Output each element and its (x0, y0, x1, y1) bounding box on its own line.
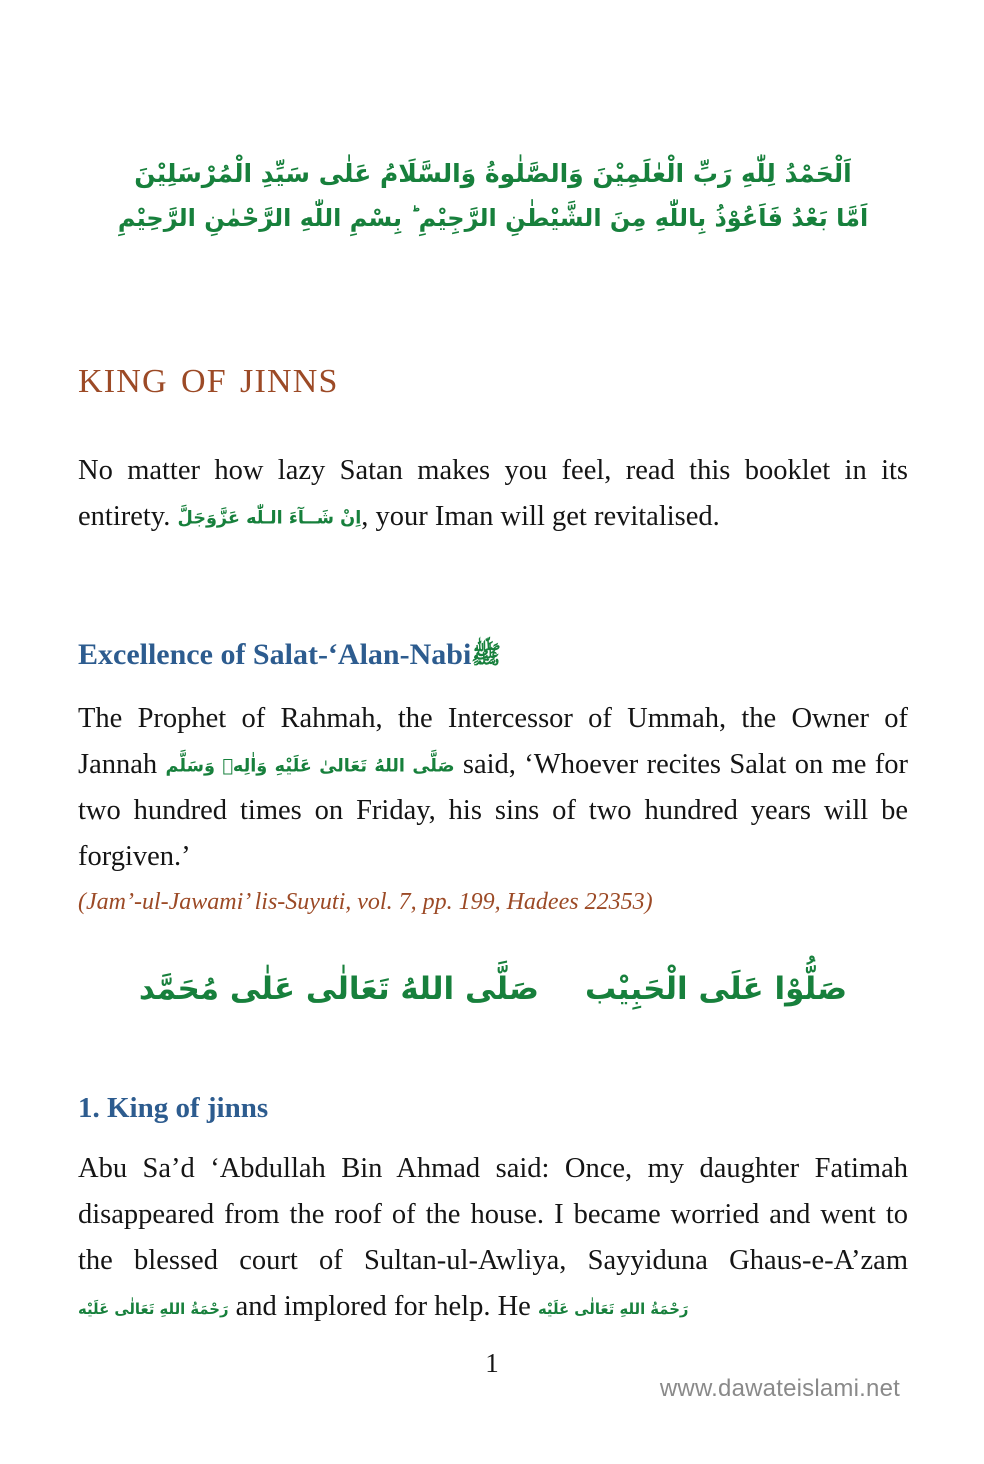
hadith-text-part-2: said, ‘Whoever recites Salat on me for two hundred times on Friday, his sins of two hundred years will be forgiven.’ (78, 749, 909, 873)
rahmatullah-alayh-arabic-1: رَحْمَةُ اللهِ تَعَالٰى عَلَيْه (78, 1301, 229, 1319)
section-heading-salat-label: Excellence of Salat-‘Alan-Nabi (78, 638, 472, 671)
intro-text-before: No matter how lazy Satan makes you feel, read this booklet in its entirety. (78, 455, 908, 533)
story-paragraph (78, 1146, 908, 1331)
hamd-line: اَلْحَمْدُ لِلّٰهِ رَبِّ الْعٰلَمِيْنَ وَالصَّلٰوةُ وَالسَّلَامُ عَلٰى سَيِّدِ الْمُرْسَلِيْنَ (134, 159, 852, 188)
page-title: king of jinns (78, 350, 339, 403)
site-url-footer: www.dawateislami.net (659, 1375, 900, 1402)
insha-allah-arabic: اِنْ شَــآءَ الـلّٰه عَزَّوَجَلَّ (177, 508, 362, 529)
salat-invocation-right: صَلُّوْا عَلَى الْحَبِيْب (584, 971, 848, 1007)
intro-paragraph (78, 448, 908, 540)
page-number: 1 (485, 1348, 499, 1378)
intro-text-after: , your Iman will get revitalised. (361, 501, 720, 533)
section-heading-king-of-jinns: 1. King of jinns (78, 1092, 269, 1124)
durood-arabic: صَلَّى اللهُ تَعَالىٰ عَلَيْهِ وَاٰلِهٖ وَسَلَّم (165, 756, 455, 777)
rahmatullah-alayh-arabic-2: رَحْمَةُ اللهِ تَعَالٰى عَلَيْه (537, 1301, 689, 1319)
salat-invocation-left: صَلَّى اللهُ تَعَالٰى عَلٰى مُحَمَّد (138, 971, 539, 1007)
sallallahu-alayhi-wasallam-icon: ﷺ (471, 640, 501, 670)
hadith-citation: (Jam’-ul-Jawami’ lis-Suyuti, vol. 7, pp. 199, Hadees 22353) (78, 889, 653, 915)
story-text-part-2: and implored for help. He (228, 1291, 538, 1323)
taawwuz-tasmiyah-line: اَمَّا بَعْدُ فَاَعُوْذُ بِاللّٰهِ مِنَ الشَّيْطٰنِ الرَّجِيْمِ ؕ بِسْمِ اللّٰهِ الرَّحْمٰنِ الرَّحِيْمِ (117, 203, 869, 232)
section-heading-salat (78, 636, 505, 674)
hadith-text-part-1: The Prophet of Rahmah, the Intercessor of Ummah, the Owner of Jannah (78, 703, 908, 781)
salat-invocation-line (78, 966, 908, 1013)
hadith-paragraph (78, 696, 908, 881)
opening-invocation-block (78, 152, 908, 239)
story-text-part-1: Abu Sa’d ‘Abdullah Bin Ahmad said: Once, my daughter Fatimah disappeared from the roof of the house. I became worried and went to the blessed court of Sultan-ul-Awliya, Sayyiduna Ghaus-e-A’zam (78, 1153, 908, 1277)
